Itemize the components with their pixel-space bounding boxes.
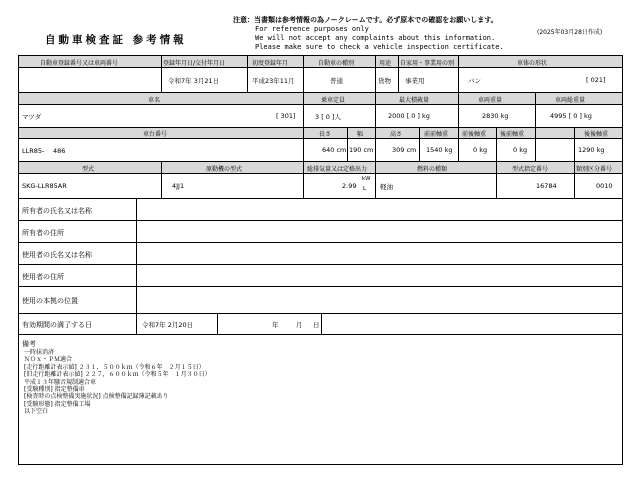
hdr-length: 長さ: [319, 131, 332, 138]
notice-line-en-2: We will not accept any complaints about this information.: [255, 34, 496, 42]
val-fuel: 軽油: [380, 183, 393, 191]
expiry-value: 令和7年 2月20日: [142, 321, 194, 329]
val-displacement: 2.99: [342, 182, 357, 190]
val-height: 309 cm: [392, 146, 417, 154]
hdr-ff-axle: 前前軸重: [424, 131, 449, 138]
field-owner-name-label: 所有者の氏名又は名称: [22, 207, 92, 215]
val-body-shape: バン: [468, 77, 481, 85]
expiry-day-label: 日: [313, 321, 320, 329]
val-disp-unit-top: kW: [362, 176, 371, 182]
remark-line: [旧走行距離計表示値] ２２７，６００ｋｍ（令和５年 １月３０日）: [24, 371, 211, 379]
remark-line: [受験形態] 指定整備工場: [24, 400, 91, 408]
hdr-class-no: 類別区分番号: [576, 166, 613, 173]
notice-line-en-3: Please make sure to check a vehicle inspection certificate.: [255, 43, 504, 51]
val-maker: マツダ: [22, 113, 42, 121]
val-chassis: LLR85- 486: [22, 147, 66, 155]
val-gross-weight: 4995 [ 0 ] kg: [550, 112, 592, 120]
hdr-maker: 車名: [148, 97, 161, 104]
issued-date: (2025年03月28日作成): [537, 29, 603, 36]
hdr-model: 型式: [82, 166, 95, 173]
val-model: SKG-LLR85AR: [22, 182, 67, 190]
val-rr-axle: 1290 kg: [578, 146, 605, 154]
val-disp-unit-bottom: L: [363, 186, 367, 192]
expiry-year-label: 年: [272, 321, 279, 329]
val-capacity: 3 [ 0 ]人: [315, 113, 342, 121]
hdr-gross-weight: 車両総重量: [555, 97, 586, 104]
hdr-model-no: 型式指定番号: [512, 166, 549, 173]
hdr-reg-number: 自動車登録番号又は車両番号: [40, 60, 119, 67]
hdr-weight: 車両重量: [478, 97, 503, 104]
remark-line: [受験種別] 指定整備車: [24, 386, 85, 394]
remarks-body: [24, 349, 211, 416]
val-private-business: 事業用: [405, 77, 425, 85]
hdr-first-reg: 初度登録年月: [252, 60, 289, 67]
hdr-fr-axle: 前後軸重: [462, 131, 487, 138]
field-owner-address-label: 所有者の住所: [22, 229, 64, 237]
val-body-code: [ 021]: [586, 76, 606, 84]
field-user-name-label: 使用者の氏名又は名称: [22, 251, 92, 259]
notice-line-en-1: For reference purposes only: [255, 25, 369, 33]
hdr-rf-axle: 後前軸重: [500, 131, 525, 138]
val-length: 640 cm: [322, 146, 347, 154]
remark-line: 平成１３年騒音規制適合車: [24, 378, 97, 386]
val-weight: 2830 kg: [482, 112, 509, 120]
val-first-reg: 平成23年11月: [252, 77, 295, 85]
expiry-label: 有効期間の満了する日: [22, 321, 92, 329]
remark-line: [走行距離計表示値] ２３１，５００ｋｍ（令和６年 ２月１５日）: [24, 363, 205, 371]
expiry-month-label: 月: [296, 321, 303, 329]
hdr-private-business: 自家用・事業用の別: [400, 60, 455, 67]
val-fr-axle: 0 kg: [473, 146, 488, 154]
val-width: 190 cm: [349, 146, 374, 154]
val-engine: 4JJ1: [172, 182, 185, 190]
page-title: 自動車検査証 参考情報: [45, 34, 187, 46]
field-base-location-label: 使用の本拠の位置: [22, 297, 78, 305]
remark-line: 以下空白: [24, 408, 49, 416]
notice-block: [233, 16, 504, 52]
hdr-fuel: 燃料の種類: [417, 166, 448, 173]
remark-line: ＮＯｘ・ＰＭ適合: [24, 356, 73, 364]
val-use: 貨物: [378, 77, 391, 85]
field-user-address-label: 使用者の住所: [22, 273, 64, 281]
val-reg-date: 令和7年 3月21日: [168, 77, 220, 85]
val-vehicle-type: 普通: [330, 77, 343, 85]
remark-line: [検査時の点検整備実施状況] 点検整備記録簿記載あり: [24, 393, 169, 401]
hdr-body-shape: 車体の形状: [517, 60, 548, 67]
val-max-load: 2000 [ 0 ] kg: [388, 112, 430, 120]
hdr-displacement: 総排気量又は定格出力: [307, 166, 368, 173]
notice-line-jp: 注意：当書類は参考情報の為ノークレームです。必ず原本での確認をお願いします。: [233, 16, 498, 24]
hdr-reg-date: 登録年月日/交付年月日: [163, 60, 226, 67]
hdr-use: 用途: [379, 60, 392, 67]
val-maker-code: [ 301]: [276, 112, 296, 120]
hdr-engine: 原動機の型式: [206, 166, 243, 173]
val-model-no: 16784: [536, 182, 557, 190]
val-rf-axle: 0 kg: [513, 146, 528, 154]
hdr-max-load: 最大積載量: [399, 97, 430, 104]
val-ff-axle: 1540 kg: [426, 146, 453, 154]
hdr-width: 幅: [357, 131, 364, 138]
hdr-rr-axle: 後後軸重: [584, 131, 609, 138]
hdr-capacity: 乗車定員: [321, 97, 346, 104]
remarks-label: 備考: [22, 340, 36, 348]
val-class-no: 0010: [596, 182, 613, 190]
hdr-vehicle-type: 自動車の種別: [318, 60, 355, 67]
remark-line: 一時抹消済: [24, 349, 55, 356]
hdr-chassis: 車台番号: [143, 131, 168, 138]
hdr-height: 高さ: [390, 131, 403, 138]
